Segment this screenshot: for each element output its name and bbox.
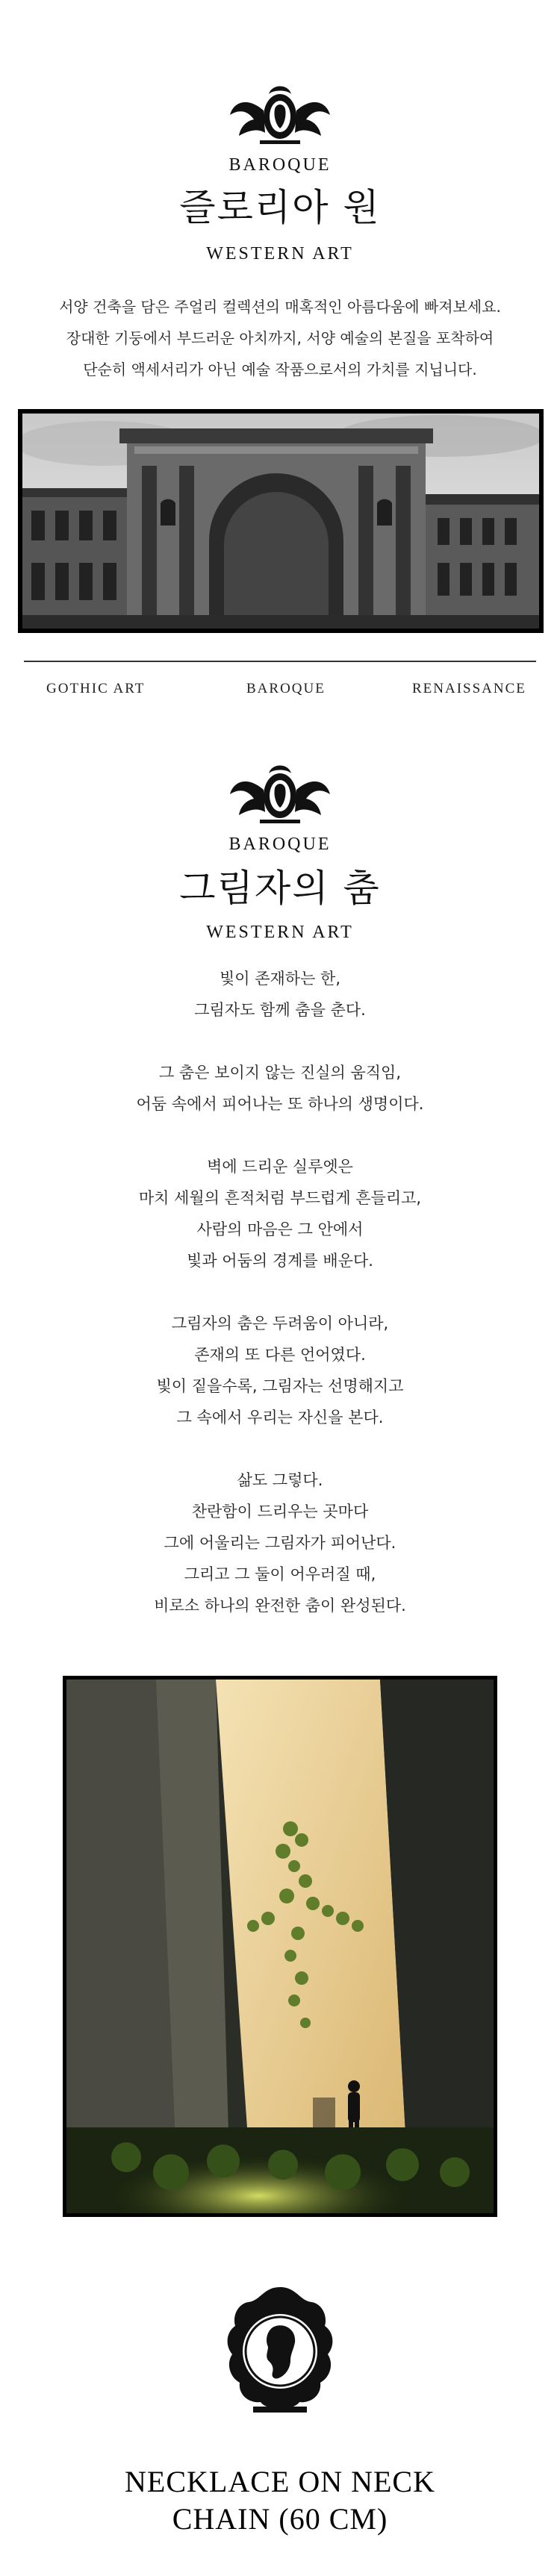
- poem-line: 그 속에서 우리는 자신을 본다.: [176, 1409, 384, 1426]
- shadow-wall-photo: [63, 1676, 497, 2217]
- poem-line: 어둠 속에서 피어나는 또 하나의 생명이다.: [136, 1095, 424, 1113]
- footer-title-line: NECKLACE ON NECK: [125, 2465, 435, 2498]
- arch-building-photo: [18, 409, 544, 633]
- intro-line: 서양 건축을 담은 주얼리 컬렉션의 매혹적인 아름다움에 빠져보세요.: [59, 298, 501, 316]
- poem-line: 찬란함이 드리우는 곳마다: [191, 1503, 369, 1521]
- intro-line: 장대한 기둥에서 부드러운 아치까지, 서양 예술의 본질을 포착하여: [66, 329, 494, 347]
- poem-line: 그에 어울리는 그림자가 피어난다.: [164, 1534, 396, 1552]
- poem-stanza: [0, 963, 560, 1026]
- poem-stanza: [0, 1308, 560, 1433]
- nav-item-baroque[interactable]: BAROQUE: [246, 681, 326, 696]
- hero-title: 즐로리아 원: [179, 186, 381, 229]
- nav-item-gothic-art[interactable]: GOTHIC ART: [46, 681, 146, 696]
- poem-line: 그림자도 함께 춤을 춘다.: [194, 1001, 366, 1019]
- poem-stanza: [0, 1057, 560, 1120]
- nav-divider: [24, 661, 536, 662]
- poem-stanza: [0, 1465, 560, 1621]
- hero-brand: BAROQUE: [228, 155, 332, 175]
- section-brand: BAROQUE: [228, 835, 332, 854]
- poem-line: 빛과 어둠의 경계를 배운다.: [187, 1252, 373, 1270]
- section-title: 그림자의 춤: [179, 867, 381, 910]
- hero-subtitle: WESTERN ART: [206, 244, 354, 263]
- poem-line: 빛이 존재하는 한,: [219, 970, 341, 988]
- footer-title: [0, 2463, 560, 2538]
- poem-line: 비로소 하나의 완전한 춤이 완성된다.: [154, 1597, 406, 1615]
- footer-title-line: CHAIN (60 CM): [172, 2502, 388, 2536]
- poem-line: 삶도 그렇다.: [237, 1471, 323, 1489]
- medallion-emblem-icon: [219, 2283, 341, 2417]
- intro-line: 단순히 액세서리가 아닌 예술 작품으로서의 가치를 지닙니다.: [83, 361, 477, 378]
- poem-line: 사람의 마음은 그 안에서: [196, 1220, 364, 1238]
- nav-item-renaissance[interactable]: RENAISSANCE: [412, 681, 526, 696]
- poem-line: 그림자의 춤은 두려움이 아니라,: [171, 1314, 389, 1332]
- baroque-crest-icon: [224, 760, 336, 827]
- poem-line: 존재의 또 다른 언어였다.: [194, 1346, 366, 1364]
- poem-line: 그리고 그 둘이 어우러질 때,: [184, 1565, 376, 1583]
- poem-line: 빛이 짙을수록, 그림자는 선명해지고: [156, 1377, 404, 1395]
- poem-line: 마치 세월의 흔적처럼 부드럽게 흔들리고,: [138, 1189, 422, 1207]
- section-subtitle: WESTERN ART: [206, 923, 354, 942]
- baroque-crest-icon: [224, 81, 336, 148]
- poem: [0, 963, 560, 1653]
- poem-line: 벽에 드리운 실루엣은: [207, 1158, 353, 1176]
- poem-stanza: [0, 1151, 560, 1276]
- poem-line: 그 춤은 보이지 않는 진실의 움직임,: [158, 1064, 402, 1082]
- hero-intro: [0, 291, 560, 385]
